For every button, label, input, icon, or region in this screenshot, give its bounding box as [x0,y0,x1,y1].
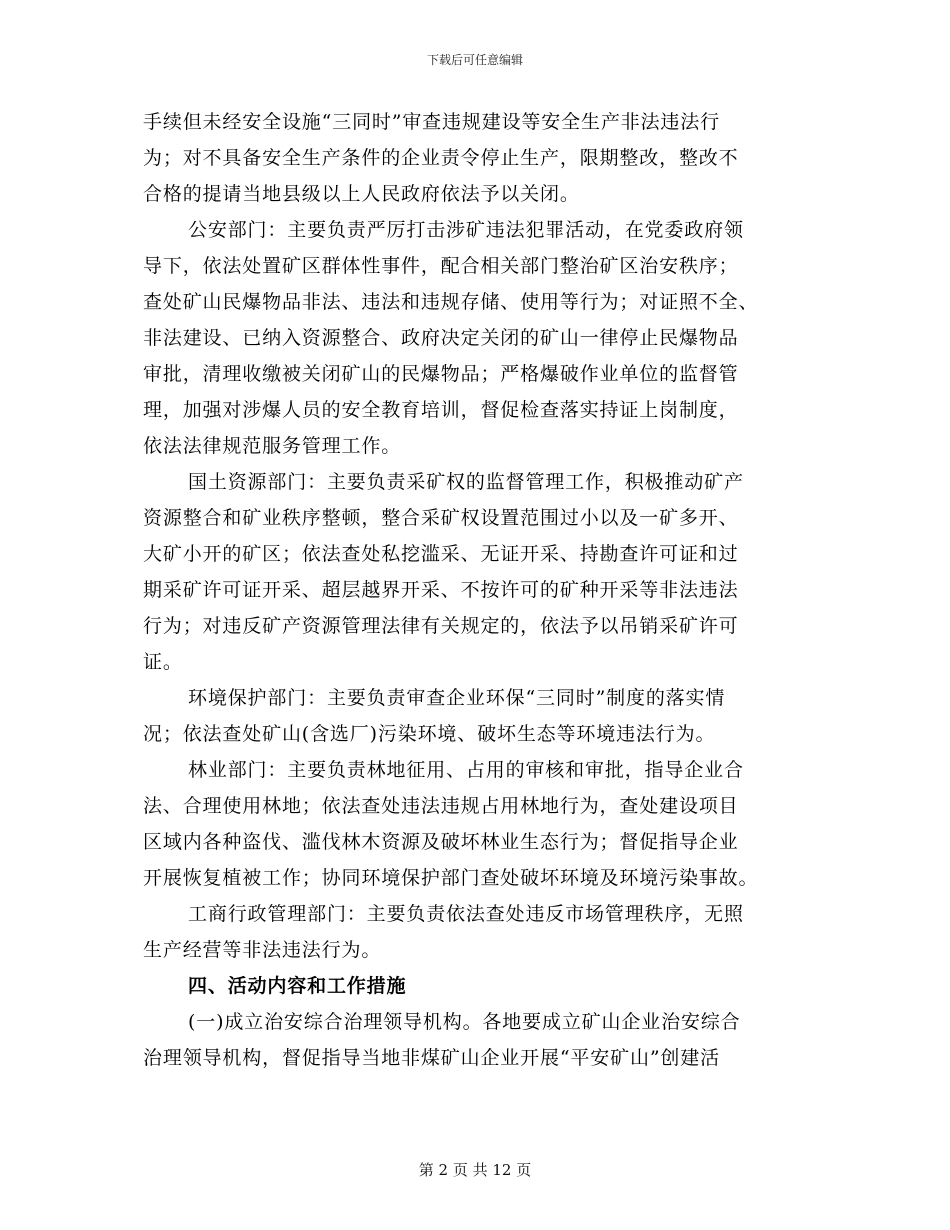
text-line: 行为；对违反矿产资源管理法律有关规定的，依法予以吊销采矿许可 [143,615,739,637]
section-heading: 四、活动内容和工作措施 [188,975,407,997]
text-line: 公安部门：主要负责严厉打击涉矿违法犯罪活动，在党委政府领 [188,219,744,241]
text-line: 证。 [143,651,183,673]
text-line: 工商行政管理部门：主要负责依法查处违反市场管理秩序，无照 [188,903,744,925]
page-header: 下载后可任意编辑 [426,53,523,67]
text-line: 国土资源部门：主要负责采矿权的监督管理工作，积极推动矿产 [188,471,744,493]
text-line: 合格的提请当地县级以上人民政府依法予以关闭。 [143,183,580,205]
text-line: 为；对不具备安全生产条件的企业责令停止生产，限期整改，整改不 [143,147,739,169]
text-line: 区域内各种盗伐、滥伐林木资源及破坏林业生态行为；督促指导企业 [143,831,739,853]
text-line: 资源整合和矿业秩序整顿，整合采矿权设置范围过小以及一矿多开、 [143,507,739,529]
text-line: 生产经营等非法违法行为。 [143,939,382,961]
text-line: 理，加强对涉爆人员的安全教育培训，督促检查落实持证上岗制度， [143,399,739,421]
text-line: (一)成立治安综合治理领导机构。各地要成立矿山企业治安综合 [188,1011,741,1033]
text-line: 非法建设、已纳入资源整合、政府决定关闭的矿山一律停止民爆物品 [143,327,739,349]
text-line: 大矿小开的矿区；依法查处私挖滥采、无证开采、持勘查许可证和过 [143,543,739,565]
text-line: 手续但未经安全设施“三同时”审查违规建设等安全生产非法违法行 [143,111,720,133]
text-line: 依法法律规范服务管理工作。 [143,435,402,457]
text-line: 况；依法查处矿山(含选厂)污染环境、破坏生态等环境违法行为。 [143,723,716,745]
document-body [143,104,815,1076]
text-line: 环境保护部门：主要负责审查企业环保“三同时”制度的落实情 [188,687,726,709]
text-line: 查处矿山民爆物品非法、违法和违规存储、使用等行为；对证照不全、 [143,291,759,313]
text-line: 林业部门：主要负责林地征用、占用的审核和审批，指导企业合 [188,759,744,781]
page-footer: 第 2 页 共 12 页 [418,1161,532,1179]
text-line: 期采矿许可证开采、超层越界开采、不按许可的矿种开采等非法违法 [143,579,739,601]
text-line: 治理领导机构，督促指导当地非煤矿山企业开展“平安矿山”创建活 [143,1047,720,1069]
text-line: 法、合理使用林地；依法查处违法违规占用林地行为，查处建设项目 [143,795,739,817]
text-line: 审批，清理收缴被关闭矿山的民爆物品；严格爆破作业单位的监督管 [143,363,739,385]
text-line: 开展恢复植被工作；协同环境保护部门查处破坏环境及环境污染事故。 [143,867,759,889]
text-line: 导下，依法处置矿区群体性事件，配合相关部门整治矿区治安秩序； [143,255,739,277]
